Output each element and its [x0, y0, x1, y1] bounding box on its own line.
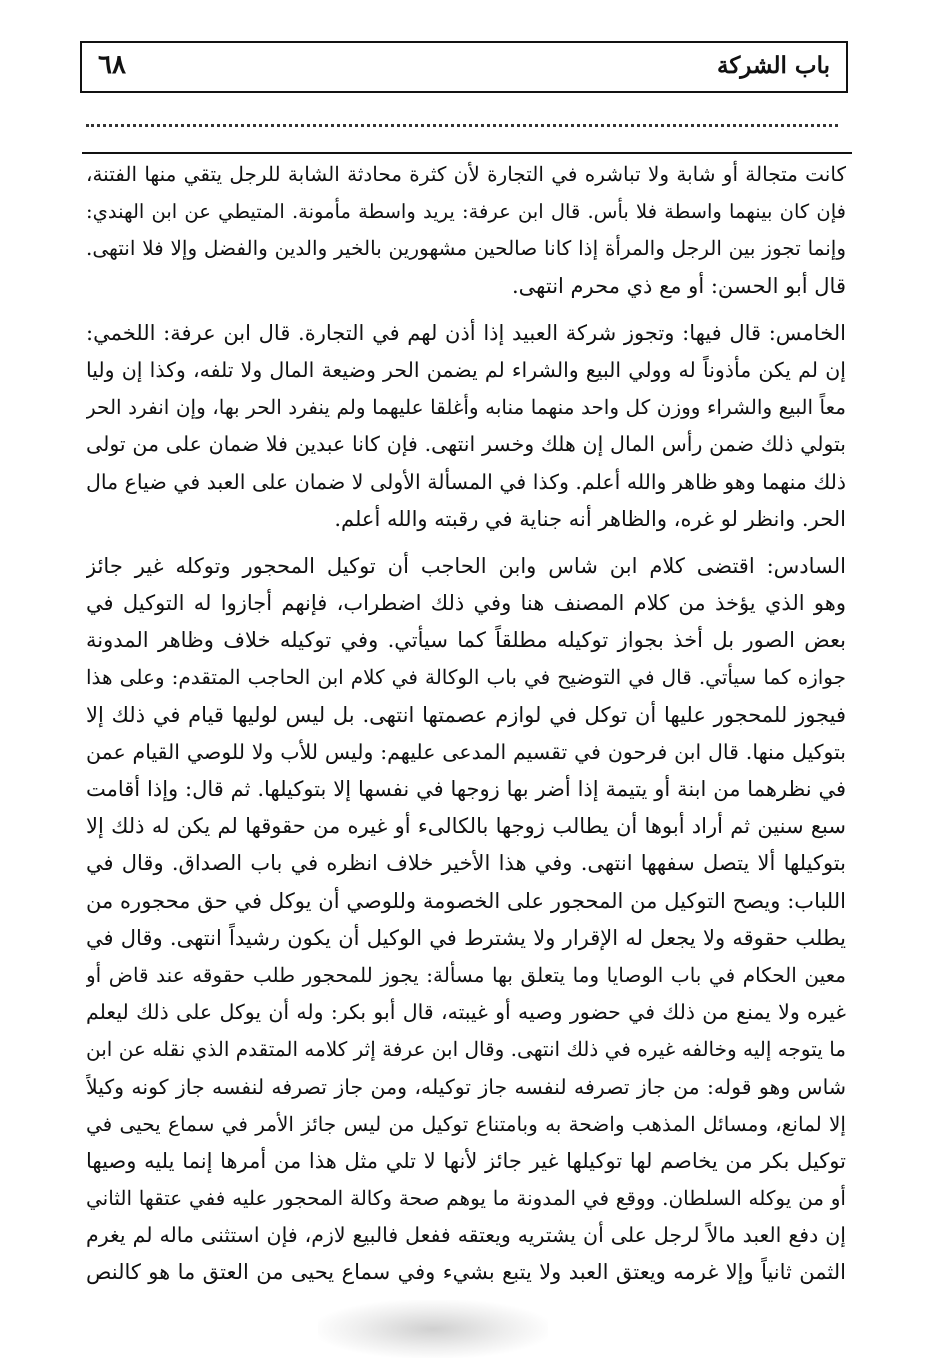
text-line: بتوكيلها ألا يتصل سفهها انتهى. وفي هذا الأخير خلاف انظره في باب الصداق. وقال في — [86, 851, 846, 876]
text-line: الثمن ثانياً وإلا غرمه ويعتق العبد ولا يتبع بشيء وفي سماع يحيى من العتق ما هو كالنص — [86, 1260, 846, 1285]
scan-smudge — [318, 1300, 548, 1358]
dotted-divider — [86, 124, 838, 127]
text-line: الحر. وانظر لو غره، والظاهر أنه جناية في رقبته والله أعلم. — [334, 506, 846, 531]
text-line: الخامس: قال فيها: وتجوز شركة العبيد إذا أذن لهم في التجارة. قال ابن عرفة: اللخمي: — [86, 320, 846, 345]
paragraph-2 — [86, 315, 846, 538]
text-line: السادس: اقتضى كلام ابن شاس وابن الحاجب أن توكيل المحجور وتوكله غير جائز — [86, 553, 846, 578]
chapter-title: باب الشركة — [717, 51, 830, 79]
paragraph-3 — [86, 548, 846, 1292]
solid-divider — [82, 152, 852, 154]
text-line: فيجوز للمحجور عليها أن توكل في لوازم عصمتها انتهى. بل ليس لوليها قيام في ذلك إلا — [86, 702, 846, 727]
text-line: يطلب حقوقه ولا يجعل له الإقرار ولا يشترط في الوكيل أن يكون رشيداً انتهى. وقال في — [86, 925, 846, 950]
text-line: اللباب: ويصح التوكيل من المحجور على الخصومة وللوصي أن يوكل في حق محجوره من — [86, 888, 846, 913]
text-line: وهو الذي يؤخذ من كلام المصنف هنا وفي ذلك اضطراب، فإنهم أجازوا له التوكيل في — [86, 591, 846, 616]
text-line: كانت متجالة أو شابة ولا تباشره في التجارة لأن كثرة محادثة الشابة للرجل يتقي منها الفتنة، — [86, 162, 846, 186]
text-line: بتوكيل منها. قال ابن فرحون في تقسيم المدعى عليهم: وليس للأب ولا للوصي القيام عمن — [86, 739, 846, 764]
text-line: جوازه كما سيأتي. قال في التوضيح في باب الوكالة في كلام ابن الحاجب المتقدم: وعلى هذا — [86, 665, 846, 690]
body-text — [86, 156, 846, 1292]
text-line: إلا لمانع، ومسائل المذهب واضحة به وبامتناع توكيل من ليس جائز الأمر في سماع يحيى في — [86, 1111, 846, 1136]
text-line: غيره ولا يمنع من ذلك في حضور وصيه أو غيبته، قال أبو بكر: وله أن يوكل على ذلك ليعلم — [86, 1000, 846, 1025]
text-line: معاً البيع والشراء ووزن كل واحد منهما منابه وأغلقا عليهما ولم ينفرد الحر بها، وإن انفرد الحر — [86, 395, 846, 420]
text-line: توكيل بكر من يخاصم لها توكيلها غير جائز لأنها لا تلي مثل هذا من أمرها إنما يليه وصيها — [86, 1148, 846, 1173]
paragraph-1 — [86, 156, 846, 305]
text-line: بتولي ذلك ضمن رأس المال إن هلك وخسر انتهى. فإن كانا عبدين فلا ضمان على من تولى — [86, 432, 846, 457]
text-line: شاس وهو قوله: من جاز تصرفه لنفسه جاز توكيله، ومن جاز تصرفه لنفسه جاز كونه وكيلاً — [86, 1074, 846, 1099]
text-line: ما يتوجه إليه وخالفه غيره في ذلك انتهى. وقال ابن عرفة إثر كلامه المتقدم الذي نقله عن ابن — [86, 1037, 846, 1062]
page-number: ٦٨ — [98, 50, 126, 80]
text-line: قال أبو الحسن: أو مع ذي محرم انتهى. — [512, 273, 846, 298]
text-line: معين الحكام في باب الوصايا وما يتعلق بها مسألة: يجوز للمحجور طلب حقوقه عند قاض أو — [86, 962, 846, 987]
text-line: أو من يوكله السلطان. ووقع في المدونة ما يوهم صحة وكالة المحجور عليه ففي عتقها الثاني — [86, 1186, 846, 1211]
text-line: ذلك منهما وهو ظاهر والله أعلم. وكذا في المسألة الأولى لا ضمان على العبد في ضياع مال — [86, 469, 846, 494]
text-line: وإنما تجوز بين الرجل والمرأة إذا كانا صالحين مشهورين بالخير والدين والفضل وإلا فلا انتهى. — [86, 236, 846, 261]
text-line: سبع سنين ثم أراد أبوها أن يطالب زوجها بالكالىء أو غيره من حقوقها لم يكن له ذلك إلا — [86, 814, 846, 839]
text-line: إن لم يكن مأذوناً له وولي البيع والشراء لم يضمن الحر وضيعة المال ولا تلفه، وكذا إن وليا — [86, 357, 846, 382]
text-line: بعض الصور بل أخذ بجواز توكيله مطلقاً كما سيأتي. وفي توكيله خلاف وظاهر المدونة — [86, 628, 846, 653]
text-line: في نظرهما من ابنة أو يتيمة إذا أضر بها زوجها في نفسها إلا بتوكيلها. ثم قال: وإذا أقامت — [86, 777, 846, 801]
running-header — [80, 41, 848, 93]
text-line: إن دفع العبد مالاً لرجل على أن يشتريه ويعتقه ففعل فالبيع لازم، فإن استثنى ماله لم يغرم — [86, 1223, 846, 1248]
text-line: فإن كان بينهما واسطة فلا بأس. قال ابن عرفة: يريد واسطة مأمونة. المتيطي عن ابن الهندي: — [86, 200, 846, 224]
